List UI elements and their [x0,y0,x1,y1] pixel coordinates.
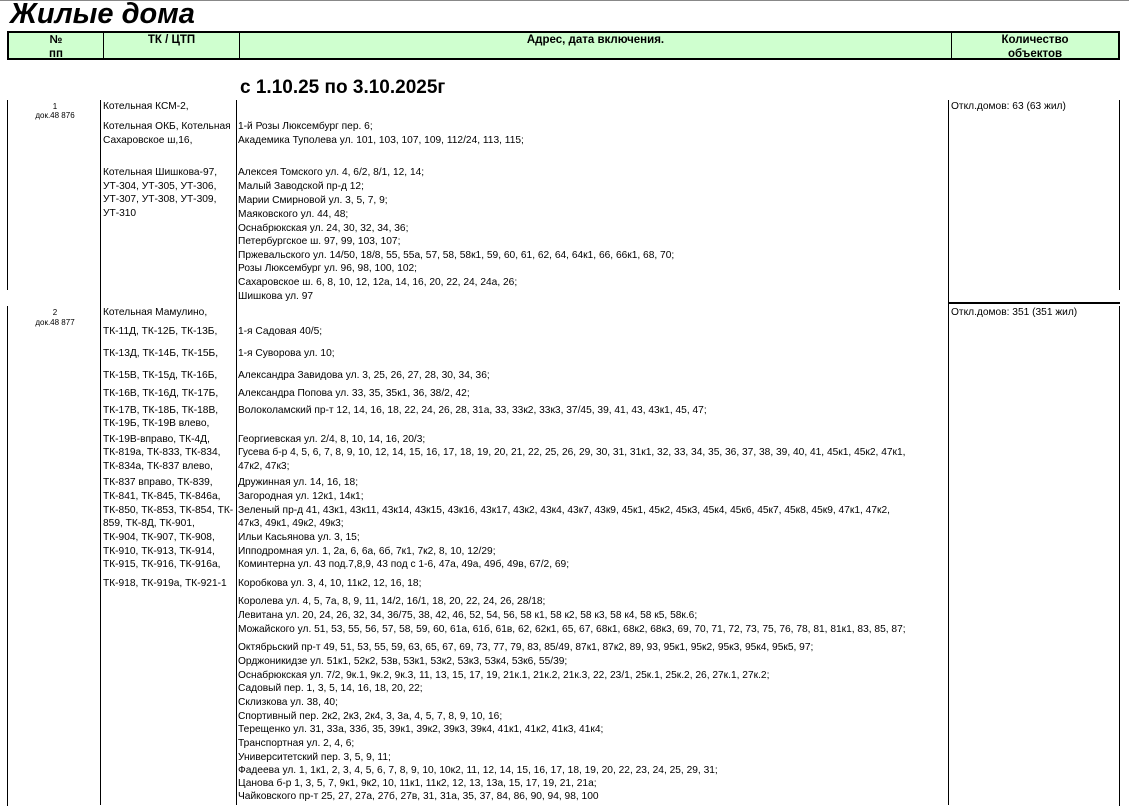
station-cell: ТК-841, ТК-845, ТК-846а, [103,491,221,502]
grid-line [948,100,949,805]
station-cell: ТК-15В, ТК-15д, ТК-16Б, [103,370,218,381]
address-line: Университетский пер. 3, 5, 9, 11; [238,752,391,763]
group-document: док.48 876 [35,111,75,120]
grid-line [7,306,8,806]
address-line: Чайковского пр-т 25, 27, 27а, 27б, 27в, 31, 31а, 35, 37, 84, 86, 90, 94, 98, 100 [238,791,599,802]
address-line: Волоколамский пр-т 12, 14, 16, 18, 22, 24, 26, 28, 31а, 33, 33к2, 33к3, 37/45, 39, 41, 43, 43к1, 45, 47; [238,405,707,416]
address-line: 1-й Розы Люксембург пер. 6; [238,121,373,132]
header-number-label: № [49,34,63,46]
station-cell: ТК-918, ТК-919а, ТК-921-1 [103,578,227,589]
address-line: Алексея Томского ул. 4, 6/2, 8/1, 12, 14; [238,167,425,178]
group-count: Откл.домов: 63 (63 жил) [951,101,1066,112]
station-cell: ТК-17В, ТК-18Б, ТК-18В, [103,405,219,416]
address-line: Садовый пер. 1, 3, 5, 14, 16, 18, 20, 22; [238,683,423,694]
station-cell: ТК-915, ТК-916, ТК-916а, [103,559,221,570]
address-line: Коминтерна ул. 43 под.7,8,9, 43 под с 1-6, 47а, 49а, 49б, 49в, 67/2, 69; [238,559,570,570]
address-line: Октябрьский пр-т 49, 51, 53, 55, 59, 63, 65, 67, 69, 73, 77, 79, 83, 85/49, 87к1, 87к2, 89, 93, 95к1, 95к2, 95к3, 95к4, 95к5, 97; [238,642,814,653]
address-line: Орджоникидзе ул. 51к1, 52к2, 53в, 53к1, 53к2, 53к3, 53к4, 53к6, 55/39; [238,656,568,667]
address-line: Склизкова ул. 38, 40; [238,697,338,708]
header-station-label: ТК / ЦТП [147,34,196,46]
address-line: Гусева б-р 4, 5, 6, 7, 8, 9, 10, 12, 14, 15, 16, 17, 18, 19, 20, 21, 22, 25, 26, 29, 30, 31, 31к1, 32, 33, 34, 35, 36, 37, 38, 39, 40, 41, 45к1, 45к2, 47к1, [238,447,906,458]
grid-line [7,100,8,290]
grid-line [1119,100,1120,290]
group-count: Откл.домов: 351 (351 жил) [951,307,1078,318]
station-cell: ТК-850, ТК-853, ТК-854, ТК- [103,505,234,516]
grid-line [1119,306,1120,806]
address-line: Георгиевская ул. 2/4, 8, 10, 14, 16, 20/3; [238,434,426,445]
address-line: Транспортная ул. 2, 4, 6; [238,738,355,749]
address-line: Александра Попова ул. 33, 35, 35к1, 36, 38/2, 42; [238,388,470,399]
station-cell: ТК-11Д, ТК-12Б, ТК-13Б, [103,326,218,337]
header-count-label: Количество [1001,34,1069,46]
grid-line [100,100,101,805]
header-count-label-2: объектов [1007,48,1063,60]
station-cell: ТК-16В, ТК-16Д, ТК-17Б, [103,388,219,399]
station-cell: Котельная Шишкова-97, УТ-304, УТ-305, УТ-306, УТ-307, УТ-308, УТ-309, УТ-310 [103,167,218,219]
station-cell: ТК-13Д, ТК-14Б, ТК-15Б, [103,348,219,359]
address-line: 47к3, 49к1, 49к2, 49к3; [238,518,344,529]
table-header [7,31,1120,60]
station-cell: 859, ТК-8Д, ТК-901, [103,518,195,529]
address-line: Малый Заводской пр-д 12; [238,181,364,192]
station-cell: Котельная Мамулино, [103,307,208,318]
address-line: Цанова б-р 1, 3, 5, 7, 9к1, 9к2, 10, 11к1, 11к2, 12, 13, 13а, 15, 17, 19, 21, 21а; [238,778,597,789]
header-address [239,33,951,58]
address-line: Ипподромная ул. 1, 2а, 6, 6а, 6б, 7к1, 7к2, 8, 10, 12/29; [238,546,496,557]
address-line: Дружинная ул. 14, 16, 18; [238,477,359,488]
address-line: Академика Туполева ул. 101, 103, 107, 109, 112/24, 113, 115; [238,135,524,146]
header-count [951,33,1118,58]
address-line: 1-я Суворова ул. 10; [238,348,335,359]
address-line: Марии Смирновой ул. 3, 5, 7, 9; [238,195,388,206]
address-line: Александра Завидова ул. 3, 25, 26, 27, 28, 30, 34, 36; [238,370,490,381]
station-cell: ТК-910, ТК-913, ТК-914, [103,546,215,557]
group-document: док.48 877 [35,318,75,327]
address-line: Розы Люксембург ул. 96, 98, 100, 102; [238,263,418,274]
header-number [9,33,103,58]
address-line: Шишкова ул. 97 [238,291,314,302]
station-cell: ТК-819а, ТК-833, ТК-834, [103,447,221,458]
address-line: Можайского ул. 51, 53, 55, 56, 57, 58, 59, 60, 61а, 61б, 61в, 62, 62к1, 65, 67, 68к1, 68к2, 68к3, 69, 70, 71, 72, 73, 75, 76, 78, 81, 81к1, 83, 85, 87; [238,624,906,635]
address-line: Оснабрюкская ул. 24, 30, 32, 34, 36; [238,223,409,234]
station-cell: Котельная ОКБ, Котельная Сахаровское ш,16, [103,121,231,146]
address-line: Сахаровское ш. 6, 8, 10, 12, 12а, 14, 16, 20, 22, 24, 24а, 26; [238,277,518,288]
address-line: Зеленый пр-д 41, 43к1, 43к11, 43к14, 43к15, 43к16, 43к17, 43к2, 43к4, 43к7, 43к9, 45к1, 45к2, 45к3, 45к4, 45к6, 45к7, 45к8, 45к9, 47к1, 47к2, [238,505,890,516]
address-line: Королева ул. 4, 5, 7а, 8, 9, 11, 14/2, 16/1, 18, 20, 22, 24, 26, 28/18; [238,596,546,607]
address-line: Загородная ул. 12к1, 14к1; [238,491,364,502]
address-line: Петербургское ш. 97, 99, 103, 107; [238,236,401,247]
address-line: Спортивный пер. 2к2, 2к3, 2к4, 3, 3а, 4, 5, 7, 8, 9, 10, 16; [238,711,503,722]
group-number: 1 [52,102,58,111]
period-title: с 1.10.25 по 3.10.2025г [240,77,446,98]
header-station [103,33,239,58]
address-line: 47к2, 47к3; [238,461,290,472]
address-line: 1-я Садовая 40/5; [238,326,323,337]
address-line: Пржевальского ул. 14/50, 18/8, 55, 55а, 57, 58, 58к1, 59, 60, 61, 62, 64, 64к1, 66, 66к1, 68, 70; [238,250,675,261]
address-line: Оснабрюкская ул. 7/2, 9к.1, 9к.2, 9к.3, 11, 13, 15, 17, 19, 21к.1, 21к.2, 21к.3, 22, 23/1, 25к.1, 25к.2, 26, 27к.1, 27к.2; [238,670,770,681]
grid-line [948,302,1120,304]
station-cell: ТК-837 вправо, ТК-839, [103,477,213,488]
station-cell: ТК-19В-вправо, ТК-4Д, [103,434,210,445]
address-line: Маяковского ул. 44, 48; [238,209,349,220]
station-cell: ТК-904, ТК-907, ТК-908, [103,532,215,543]
station-cell: Котельная КСМ-2, [103,101,189,112]
address-line: Фадеева ул. 1, 1к1, 2, 3, 4, 5, 6, 7, 8, 9, 10, 10к2, 11, 12, 14, 15, 16, 17, 18, 19, 20, 22, 23, 24, 25, 29, 31; [238,765,718,776]
address-line: Левитана ул. 20, 24, 26, 32, 34, 36/75, 38, 42, 46, 52, 54, 56, 58 к1, 58 к2, 58 к3, 58 к4, 58 к5, 58к.6; [238,610,698,621]
station-cell: ТК-834а, ТК-837 влево, [103,461,213,472]
group-number: 2 [52,308,58,317]
address-line: Терещенко ул. 31, 33а, 33б, 35, 39к1, 39к2, 39к3, 39к4, 41к1, 41к2, 41к3, 41к4; [238,724,604,735]
address-line: Ильи Касьянова ул. 3, 15; [238,532,360,543]
header-address-label: Адрес, дата включения. [526,34,665,46]
station-cell: ТК-19Б, ТК-19В влево, [103,418,210,429]
address-line: Коробкова ул. 3, 4, 10, 11к2, 12, 16, 18; [238,578,422,589]
header-number-label-2: пп [49,48,63,60]
page-title: Жилые дома [10,0,195,30]
